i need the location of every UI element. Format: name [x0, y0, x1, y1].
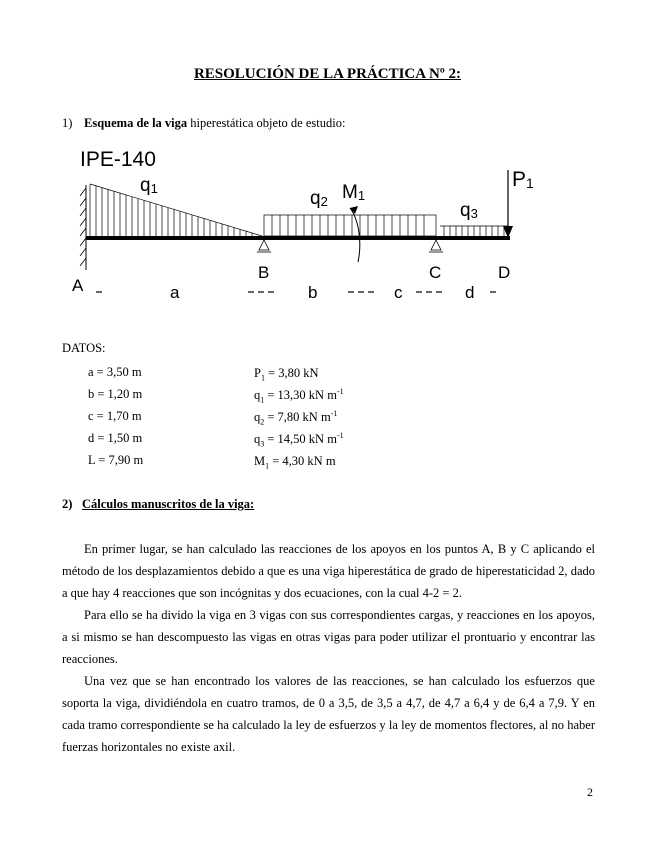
- datos-right-value: $q_2 = 7,80$ kN $m^{-1}$: [254, 409, 338, 427]
- datos-right-value: $q_1 = 13,30$ kN $m^{-1}$: [254, 387, 344, 405]
- q2-distributed-load: [264, 215, 436, 236]
- profile-label: IPE-140: [80, 148, 156, 171]
- dim-b-label: b: [308, 283, 318, 302]
- section-2-heading: [62, 497, 254, 512]
- paragraph: En primer lugar, se han calculado las reacciones de los apoyos en los puntos A, B y C aplicando el método de los desplazamientos debido a que es una viga hiperestática de grado de hiperestaticidad 2, dado a que hay 4 reacciones que son incógnitas y dos ecuaciones, con la cual 4-2 = 2.: [62, 542, 595, 600]
- datos-left-value: c = 1,70 m: [88, 409, 142, 423]
- support-b-icon: [257, 240, 271, 252]
- section-1-label-rest: hiperestática objeto de estudio:: [190, 116, 346, 130]
- p1-label: P1: [512, 168, 534, 191]
- m1-label: M1: [342, 182, 366, 203]
- paragraph: Una vez que se han encontrado los valores de las reacciones, se han calculado los esfuerzos que soporta la viga, dividiéndola en cuatro tramos, de 0 a 3,5, de 3,5 a 4,7, de 4,7 a 6,4 y de 6,4 a 7,9. Y en cada tramo correspondiente se ha calculado la ley de esfuerzos y la ley de momentos flectores, al no haber fuerzas horizontales no existe axil.: [62, 674, 595, 754]
- q3-label: q3: [460, 200, 478, 221]
- dim-a-label: a: [170, 283, 180, 302]
- wall-hatch: [80, 188, 86, 266]
- section-1-heading: [62, 116, 345, 131]
- section-1-label-bold: Esquema de la viga: [84, 116, 188, 130]
- support-c-icon: [429, 240, 443, 252]
- q2-label: q2: [310, 188, 328, 209]
- point-b-label: B: [258, 263, 270, 282]
- page-number: 2: [587, 785, 593, 799]
- datos-left-value: a = 3,50 m: [88, 365, 142, 379]
- datos-left-value: b = 1,20 m: [88, 387, 143, 401]
- point-a-label: A: [72, 276, 84, 295]
- datos-right-value: $P_1 = 3,80$ kN: [254, 366, 319, 383]
- q1-distributed-load: [90, 184, 262, 236]
- dim-d-label: d: [465, 283, 475, 302]
- section-1-number: 1): [62, 116, 73, 130]
- point-d-label: D: [498, 263, 511, 282]
- section-2-number: 2): [62, 497, 73, 511]
- beam: [86, 236, 510, 240]
- point-c-label: C: [429, 263, 442, 282]
- m1-moment-arc: [350, 208, 360, 262]
- q3-distributed-load: [440, 226, 508, 236]
- body-text: [62, 538, 595, 758]
- dim-c-label: c: [394, 283, 403, 302]
- page-title: RESOLUCIÓN DE LA PRÁCTICA Nº 2:: [193, 66, 462, 82]
- paragraph: Para ello se ha divido la viga en 3 vigas con sus correspondientes cargas, y reacciones en los apoyos, a si mismo se han descompuesto las vigas en otras vigas para poder utilizar el prontuario y encontrar las reacciones.: [62, 608, 595, 666]
- section-2-label: Cálculos manuscritos de la viga:: [82, 497, 255, 511]
- beam-diagram: [62, 140, 532, 310]
- datos-left-value: L = 7,90 m: [88, 453, 144, 467]
- q1-label: q1: [140, 175, 158, 196]
- datos-right-value: $M_1 = 4,30$ kN m: [254, 454, 336, 471]
- datos-right-value: $q_3 = 14,50$ kN $m^{-1}$: [254, 431, 344, 449]
- datos-label: DATOS:: [62, 341, 106, 355]
- datos-left-value: d = 1,50 m: [88, 431, 143, 445]
